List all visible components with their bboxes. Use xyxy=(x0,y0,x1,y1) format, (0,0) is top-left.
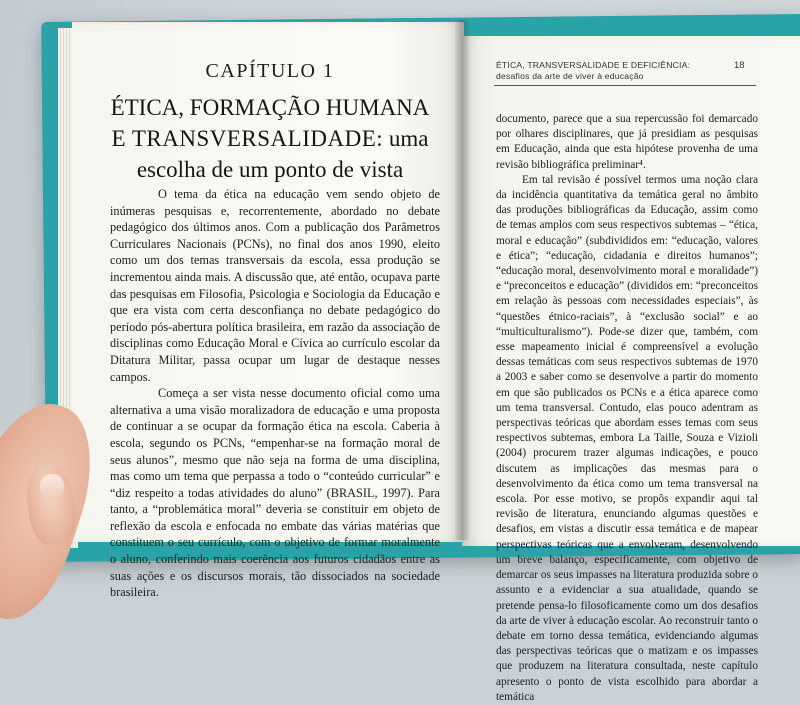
chapter-title xyxy=(80,92,460,185)
running-head xyxy=(496,60,756,81)
page-number: 18 xyxy=(734,60,745,71)
right-paragraph-1: documento, parece que a sua repercussão foi demarcado por olhares disciplinares, que já presidiam as pesquisas em Educação, ainda que esta hipótese provenha de uma revisão bibliográfica preliminar⁴. xyxy=(496,113,758,171)
left-page-body xyxy=(110,186,440,601)
running-head-title: ÉTICA, TRANSVERSALIDADE E DEFICIÊNCIA: xyxy=(496,60,691,70)
left-paragraph-2: Começa a ser vista nesse documento oficial como uma alternativa a uma visão moralizadora de educação e uma proposta de continuar a se ocupar da formação ética na escola. Caberia à escola, segundo os PCNs, “empenhar-se na formação moral de seus alunos”, mesmo que não seja na forma de uma disciplina, mas como um tema que perpassa a todo o “conteúdo curricular” e “diz respeito a todas atividades do aluno” (BRASIL, 1997). Para tanto, a “problemática moral” deveria se constituir em objeto de reflexão da escola e enfocada no embate das várias matérias que constituem o seu currículo, com o objetivo de formar moralmente o aluno, conferindo mais coerência aos futuros cidadãos entre as suas ações e os discursos morais, tão dissociados na sociedade brasileira. xyxy=(110,386,440,600)
chapter-title-line3: escolha de um ponto de vista xyxy=(136,157,404,182)
chapter-label: CAPÍTULO 1 xyxy=(205,60,335,82)
right-page-body xyxy=(496,112,758,705)
running-head-subtitle: desafios da arte de viver à educação xyxy=(496,70,644,81)
left-paragraph-1: O tema da ética na educação vem sendo objeto de inúmeras pesquisas e, recorrentemente, abordado no debate pedagógico dos últimos anos. Com a publicação dos Parâmetros Curriculares Nacionais (PCNs), no final dos anos 1990, eleito como um dos temas transversais da escola, essa produção se incrementou ainda mais. A discussão que, até então, ocupava parte das pesquisas em Filosofia, Psicologia e Sociologia da Educação e que era vista com certa desconfiança no debate pedagógico do período pós-abertura política brasileira, em razão da associação de disciplinas como Educação Moral e Cívica ao currículo escolar da Ditatura Militar, passa ocupar um lugar de destaque nesses campos. xyxy=(110,187,440,384)
header-rule xyxy=(494,85,756,86)
chapter-title-line2-caps: E TRANSVERSALIDADE: xyxy=(111,126,384,151)
right-paragraph-2: Em tal revisão é possível termos uma noção clara da incidência quantitativa da temática geral no âmbito das produções bibliográficas da Educação, assim como de temas amplos com seus respectivos subtemas – “ética, moral e educação” (subdivididos em: “educação, valores e ética”; “educação, cidadania e direitos humanos”; “educação moral, desenvolvimento moral e moralidade”) e “preconceitos e educação” (divididos em: “preconceitos em relação às pessoas com necessidades especiais”, às “questões étnico-raciais”, à “exclusão social” e ao “multiculturalismo”). Pode-se dizer que, também, com esse mapeamento inicial é compreensível a evolução dessas temáticas com seus respectivos subtemas de 1970 a 2003 e saber como se desenvolve a partir do momento em que são publicados os PCNs e a ética aparece como um tema transversal. Contudo, elas pouco adentram as perspectivas teóricas que abordam esses temas com seus respectivos subtemas, embora La Taille, Souza e Vizioli (2004) procurem trazer algumas indicações, e pouco discutem as implicações das mesmas para o desenvolvimento da ética como um tema transversal na escola. Por esse motivo, se propôs expandir aqui tal revisão de literatura, enunciando algumas questões e desafios, em vistas a discutir essa temática e de mapear perspectivas teóricas que a envolveram, desenvolvendo um breve balanço, especificamente, com objetivo de demarcar os seus impasses na literatura produzida sobre o assunto e a evidenciar a sua atualidade, quando se pretende pensa-lo filosoficamente como um dos desafios da arte de viver à educação escolar. Ao reconstruir tanto o debate em torno dessa temática, evidenciando algumas das perspectivas teóricas que o matizam e os impasses que produzem na literatura consultada, neste capítulo apresento o ponto de vista escolhido para abordar a temática xyxy=(496,173,758,703)
chapter-title-line2-rest: uma xyxy=(383,126,429,151)
chapter-title-line1: ÉTICA, FORMAÇÃO HUMANA xyxy=(110,95,430,120)
